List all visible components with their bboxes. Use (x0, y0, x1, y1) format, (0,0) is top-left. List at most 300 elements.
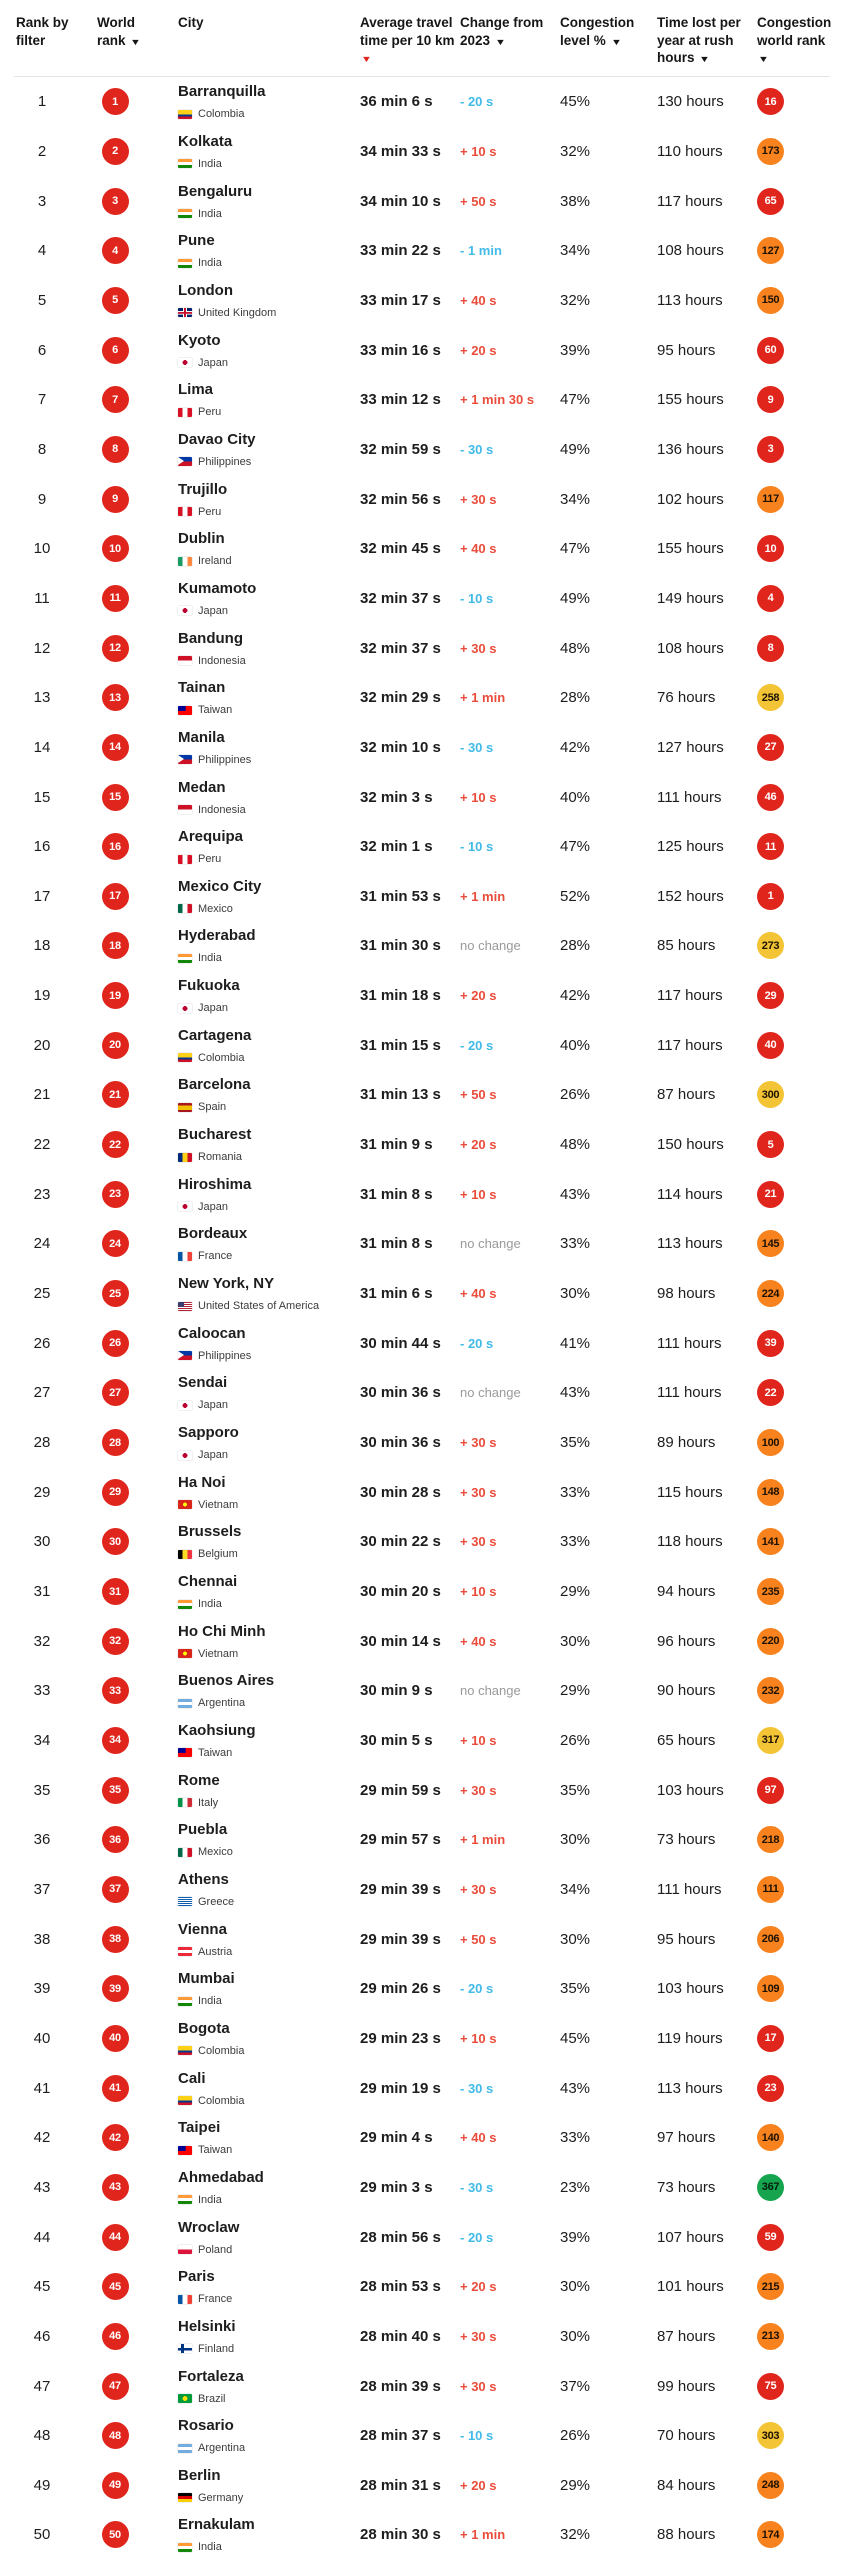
congestion-world-rank-badge: 117 (757, 486, 784, 513)
table-row[interactable] (14, 1865, 830, 1915)
table-row[interactable] (14, 1020, 830, 1070)
rank-by-filter-value: 29 (33, 1483, 51, 1501)
country-flag-icon (178, 2195, 192, 2204)
city-name[interactable]: Medan (178, 778, 226, 796)
avg-travel-time-value: 32 min 10 s (360, 738, 441, 756)
city-name[interactable]: New York, NY (178, 1275, 275, 1293)
congestion-world-rank-badge: 23 (757, 2075, 784, 2102)
change-from-2023-value: + 30 s (460, 2378, 497, 2394)
world-rank-cell (70, 1479, 160, 1506)
table-row[interactable] (14, 1368, 830, 1418)
country-line (178, 1846, 354, 1858)
world-rank-badge: 4 (102, 237, 129, 264)
congestion-level-value: 33% (560, 2129, 591, 2147)
city-cell (160, 481, 354, 518)
rank-by-filter-value: 10 (33, 540, 51, 558)
table-row[interactable] (14, 872, 830, 922)
time-lost-value: 152 hours (657, 887, 724, 905)
country-line (178, 2343, 354, 2355)
change-from-2023-value: no change (460, 1385, 521, 1401)
city-name[interactable]: Arequipa (178, 828, 244, 846)
table-row[interactable] (14, 524, 830, 574)
avg-travel-time-value: 33 min 12 s (360, 391, 441, 409)
congestion-world-rank-cell (744, 1677, 828, 1704)
world-rank-badge: 41 (102, 2075, 129, 2102)
world-rank-cell (70, 1826, 160, 1853)
table-row[interactable] (14, 1467, 830, 1517)
city-name[interactable]: Bandung (178, 629, 243, 647)
table-row[interactable] (14, 2212, 830, 2262)
rank-by-filter-value: 24 (33, 1235, 51, 1253)
city-name[interactable]: Fukuoka (178, 977, 240, 995)
country-line (178, 2194, 354, 2206)
table-row[interactable] (14, 2113, 830, 2163)
table-row[interactable] (14, 375, 830, 425)
country-name: Japan (198, 1002, 228, 1015)
avg-travel-time-value: 36 min 6 s (360, 93, 433, 111)
column-header-label: Average travel time per 10 km (360, 15, 455, 48)
congestion-world-rank-cell (744, 1230, 828, 1257)
world-rank-cell (70, 784, 160, 811)
city-name[interactable]: Ahmedabad (178, 2168, 264, 2186)
avg-travel-time-value: 29 min 39 s (360, 1880, 441, 1898)
city-name[interactable]: Ernakulam (178, 2516, 255, 2534)
city-name[interactable]: Pune (178, 232, 215, 250)
table-row[interactable] (14, 1666, 830, 1716)
congestion-level-value: 45% (560, 2029, 591, 2047)
rank-by-filter-value: 22 (33, 1136, 51, 1154)
table-row[interactable] (14, 2262, 830, 2312)
column-header-congestion-level[interactable] (557, 10, 654, 49)
time-lost-value: 103 hours (657, 1980, 724, 1998)
congestion-world-rank-cell (744, 386, 828, 413)
city-name[interactable]: London (178, 281, 233, 299)
city-name[interactable]: Fortaleza (178, 2367, 244, 2385)
city-name[interactable]: Barcelona (178, 1076, 251, 1094)
table-row[interactable] (14, 2361, 830, 2411)
world-rank-badge: 38 (102, 1926, 129, 1953)
avg-travel-time-value: 34 min 33 s (360, 142, 441, 160)
change-from-2023-value: - 20 s (460, 1335, 494, 1351)
country-flag-icon (178, 1699, 192, 1708)
table-row[interactable] (14, 1070, 830, 1120)
city-cell (160, 1772, 354, 1809)
table-row[interactable] (14, 822, 830, 872)
avg-travel-time-value: 29 min 3 s (360, 2178, 433, 2196)
congestion-world-rank-cell (744, 237, 828, 264)
world-rank-badge: 43 (102, 2174, 129, 2201)
country-flag-icon (178, 1649, 192, 1658)
congestion-level-value: 38% (560, 192, 591, 210)
city-name[interactable]: Puebla (178, 1821, 228, 1839)
rank-by-filter-value: 39 (33, 1980, 51, 1998)
avg-travel-time-value: 33 min 16 s (360, 341, 441, 359)
city-cell (160, 1424, 354, 1461)
time-lost-value: 136 hours (657, 440, 724, 458)
sort-desc-icon[interactable]: ▼ (494, 36, 506, 47)
country-line (178, 1995, 354, 2007)
city-name[interactable]: Wroclaw (178, 2218, 240, 2236)
country-flag-icon (178, 507, 192, 516)
table-row[interactable] (14, 1517, 830, 1567)
table-row[interactable] (14, 772, 830, 822)
table-row[interactable] (14, 2014, 830, 2064)
world-rank-badge: 13 (102, 684, 129, 711)
congestion-world-rank-badge: 75 (757, 2373, 784, 2400)
table-row[interactable] (14, 1318, 830, 1368)
city-name[interactable]: Hiroshima (178, 1175, 252, 1193)
table-row[interactable] (14, 2510, 830, 2560)
city-name[interactable]: Helsinki (178, 2317, 236, 2335)
city-name[interactable]: Berlin (178, 2466, 221, 2484)
table-row[interactable] (14, 574, 830, 624)
world-rank-cell (70, 2273, 160, 2300)
city-name[interactable]: Bengaluru (178, 182, 253, 200)
congestion-world-rank-cell (744, 1379, 828, 1406)
table-row[interactable] (14, 723, 830, 773)
congestion-world-rank-badge: 235 (757, 1578, 784, 1605)
world-rank-badge: 16 (102, 833, 129, 860)
rank-by-filter-value: 41 (33, 2079, 51, 2097)
city-name[interactable]: Rosario (178, 2417, 234, 2435)
city-name[interactable]: Hyderabad (178, 927, 256, 945)
country-line (178, 2492, 354, 2504)
congestion-world-rank-cell (744, 684, 828, 711)
city-name[interactable]: Mexico City (178, 877, 262, 895)
table-row[interactable] (14, 1765, 830, 1815)
table-row[interactable] (14, 971, 830, 1021)
avg-travel-time-value: 31 min 13 s (360, 1086, 441, 1104)
country-name: India (198, 2193, 222, 2206)
country-name: Mexico (198, 902, 233, 915)
city-name[interactable]: Sendai (178, 1374, 228, 1392)
congestion-level-value: 30% (560, 2327, 591, 2345)
sort-desc-icon[interactable]: ▼ (610, 36, 622, 47)
avg-travel-time-value: 29 min 39 s (360, 1930, 441, 1948)
change-from-2023-value: - 10 s (460, 590, 494, 606)
world-rank-cell (70, 337, 160, 364)
congestion-world-rank-badge: 10 (757, 535, 784, 562)
city-name[interactable]: Kumamoto (178, 579, 257, 597)
world-rank-cell (70, 386, 160, 413)
country-line (178, 1002, 354, 1014)
avg-travel-time-value: 31 min 6 s (360, 1285, 433, 1303)
city-name[interactable]: Bucharest (178, 1126, 252, 1144)
city-name[interactable]: Bordeaux (178, 1225, 248, 1243)
world-rank-cell (70, 1379, 160, 1406)
rank-by-filter-value: 33 (33, 1682, 51, 1700)
time-lost-value: 73 hours (657, 1831, 716, 1849)
world-rank-badge: 47 (102, 2373, 129, 2400)
city-name[interactable]: Athens (178, 1870, 229, 1888)
country-line (178, 506, 354, 518)
congestion-world-rank-cell (744, 1975, 828, 2002)
country-name: Belgium (198, 1548, 238, 1561)
city-cell (160, 431, 354, 468)
rank-by-filter-value: 8 (37, 440, 47, 458)
time-lost-value: 113 hours (657, 2079, 723, 2097)
table-row[interactable] (14, 1964, 830, 2014)
avg-travel-time-value: 32 min 37 s (360, 639, 441, 657)
congestion-world-rank-cell (744, 138, 828, 165)
table-row[interactable] (14, 1815, 830, 1865)
table-row[interactable] (14, 474, 830, 524)
rank-by-filter-value: 25 (33, 1285, 51, 1303)
country-name: Indonesia (198, 654, 246, 667)
time-lost-value: 108 hours (657, 242, 724, 260)
country-flag-icon (178, 1997, 192, 2006)
sort-desc-icon[interactable]: ▼ (699, 54, 711, 65)
time-lost-value: 97 hours (657, 2129, 716, 2147)
rank-by-filter-value: 4 (37, 242, 47, 260)
congestion-world-rank-badge: 60 (757, 337, 784, 364)
country-flag-icon (178, 706, 192, 715)
city-cell (160, 2467, 354, 2504)
city-cell (160, 2070, 354, 2107)
city-name[interactable]: Vienna (178, 1920, 227, 1938)
avg-travel-time-value: 32 min 1 s (360, 838, 433, 856)
world-rank-badge: 3 (102, 188, 129, 215)
city-name[interactable]: Dublin (178, 530, 225, 548)
time-lost-value: 111 hours (657, 788, 722, 806)
change-from-2023-value: + 10 s (460, 2030, 497, 2046)
country-flag-icon (178, 358, 192, 367)
rank-by-filter-value: 36 (33, 1831, 51, 1849)
table-row[interactable] (14, 2312, 830, 2362)
table-row[interactable] (14, 1418, 830, 1468)
congestion-world-rank-cell (744, 2323, 828, 2350)
avg-travel-time-value: 30 min 36 s (360, 1434, 441, 1452)
column-header-time-lost[interactable] (654, 10, 744, 67)
table-row[interactable] (14, 1219, 830, 1269)
column-header-avg-travel-time[interactable] (354, 10, 457, 67)
country-name: India (198, 207, 222, 220)
world-rank-badge: 37 (102, 1876, 129, 1903)
table-row[interactable] (14, 2063, 830, 2113)
congestion-level-value: 47% (560, 838, 591, 856)
country-flag-icon (178, 1748, 192, 1757)
city-cell (160, 2268, 354, 2305)
country-line (178, 406, 354, 418)
country-line (178, 952, 354, 964)
country-line (178, 307, 354, 319)
column-header-label: Congestion world rank (757, 15, 832, 48)
city-name[interactable]: Cali (178, 2069, 206, 2087)
table-row[interactable] (14, 1269, 830, 1319)
congestion-world-rank-cell (744, 734, 828, 761)
table-row[interactable] (14, 1169, 830, 1219)
city-name[interactable]: Cartagena (178, 1026, 252, 1044)
world-rank-cell (70, 883, 160, 910)
city-name[interactable]: Paris (178, 2268, 215, 2286)
change-from-2023-value: - 10 s (460, 2428, 494, 2444)
congestion-level-value: 43% (560, 1185, 591, 1203)
world-rank-cell (70, 1578, 160, 1605)
avg-travel-time-value: 30 min 28 s (360, 1483, 441, 1501)
congestion-level-value: 48% (560, 639, 591, 657)
rank-by-filter-value: 1 (37, 93, 47, 111)
city-name[interactable]: Mumbai (178, 1970, 235, 1988)
congestion-world-rank-cell (744, 2224, 828, 2251)
congestion-world-rank-badge: 22 (757, 1379, 784, 1406)
table-row[interactable] (14, 176, 830, 226)
city-name[interactable]: Manila (178, 728, 225, 746)
rank-by-filter-value: 46 (33, 2327, 51, 2345)
city-name[interactable]: Trujillo (178, 480, 228, 498)
congestion-world-rank-badge: 317 (757, 1727, 784, 1754)
city-name[interactable]: Kaohsiung (178, 1721, 256, 1739)
country-flag-icon (178, 1451, 192, 1460)
congestion-world-rank-badge: 9 (757, 386, 784, 413)
country-line (178, 357, 354, 369)
congestion-level-value: 30% (560, 1930, 591, 1948)
country-name: Indonesia (198, 803, 246, 816)
world-rank-cell (70, 2075, 160, 2102)
city-name[interactable]: Sapporo (178, 1424, 239, 1442)
city-cell (160, 1325, 354, 1362)
country-flag-icon (178, 2543, 192, 2552)
table-row[interactable] (14, 1567, 830, 1617)
city-cell (160, 580, 354, 617)
country-line (178, 2393, 354, 2405)
congestion-world-rank-cell (744, 1032, 828, 1059)
table-row[interactable] (14, 425, 830, 475)
table-row[interactable] (14, 2411, 830, 2461)
city-name[interactable]: Bogota (178, 2019, 230, 2037)
city-name[interactable]: Tainan (178, 679, 226, 697)
world-rank-badge: 6 (102, 337, 129, 364)
table-row[interactable] (14, 2163, 830, 2213)
city-name[interactable]: Buenos Aires (178, 1672, 275, 1690)
world-rank-cell (70, 2323, 160, 2350)
rank-by-filter-value: 45 (33, 2278, 51, 2296)
country-name: Philippines (198, 753, 252, 766)
world-rank-badge: 49 (102, 2472, 129, 2499)
congestion-world-rank-badge: 46 (757, 784, 784, 811)
sort-desc-icon-active[interactable]: ▼ (360, 54, 373, 65)
sort-desc-icon[interactable]: ▼ (757, 54, 770, 65)
column-header-world-rank[interactable] (70, 10, 160, 49)
table-row[interactable] (14, 77, 830, 127)
avg-travel-time-value: 33 min 22 s (360, 242, 441, 260)
country-flag-icon (178, 2344, 192, 2353)
time-lost-value: 87 hours (657, 2327, 716, 2345)
world-rank-badge: 40 (102, 2025, 129, 2052)
table-row[interactable] (14, 1914, 830, 1964)
time-lost-value: 117 hours (657, 1036, 723, 1054)
city-cell (160, 2417, 354, 2454)
rank-by-filter-value: 5 (37, 291, 47, 309)
table-row[interactable] (14, 623, 830, 673)
city-name[interactable]: Lima (178, 381, 214, 399)
congestion-level-value: 28% (560, 689, 591, 707)
avg-travel-time-value: 28 min 39 s (360, 2377, 441, 2395)
country-flag-icon (178, 259, 192, 268)
avg-travel-time-value: 30 min 22 s (360, 1533, 441, 1551)
congestion-world-rank-cell (744, 436, 828, 463)
time-lost-value: 95 hours (657, 1930, 716, 1948)
sort-desc-icon[interactable]: ▼ (130, 36, 142, 47)
country-flag-icon (178, 1798, 192, 1807)
table-row[interactable] (14, 276, 830, 326)
city-name[interactable]: Rome (178, 1771, 220, 1789)
avg-travel-time-value: 31 min 9 s (360, 1136, 433, 1154)
city-name[interactable]: Davao City (178, 430, 256, 448)
table-row[interactable] (14, 325, 830, 375)
column-header-change-from-2023[interactable] (457, 10, 557, 49)
table-row[interactable] (14, 1716, 830, 1766)
table-row[interactable] (14, 673, 830, 723)
table-row[interactable] (14, 2461, 830, 2511)
table-row[interactable] (14, 226, 830, 276)
city-name[interactable]: Caloocan (178, 1324, 246, 1342)
city-name[interactable]: Ha Noi (178, 1473, 226, 1491)
change-from-2023-value: - 30 s (460, 2179, 494, 2195)
avg-travel-time-value: 31 min 18 s (360, 987, 441, 1005)
city-name[interactable]: Taipei (178, 2119, 221, 2137)
country-flag-icon (178, 2493, 192, 2502)
congestion-level-value: 23% (560, 2178, 591, 2196)
country-name: Japan (198, 1200, 228, 1213)
avg-travel-time-value: 32 min 59 s (360, 440, 441, 458)
change-from-2023-value: - 30 s (460, 2080, 494, 2096)
world-rank-cell (70, 535, 160, 562)
city-cell (160, 1821, 354, 1858)
congestion-world-rank-cell (744, 2472, 828, 2499)
avg-travel-time-value: 31 min 15 s (360, 1036, 441, 1054)
congestion-level-value: 32% (560, 2526, 591, 2544)
city-name[interactable]: Kolkata (178, 132, 233, 150)
avg-travel-time-value: 28 min 56 s (360, 2228, 441, 2246)
country-name: Peru (198, 406, 222, 419)
table-row[interactable] (14, 1120, 830, 1170)
time-lost-value: 117 hours (657, 192, 723, 210)
world-rank-cell (70, 982, 160, 1009)
time-lost-value: 107 hours (657, 2228, 724, 2246)
city-name[interactable]: Kyoto (178, 331, 221, 349)
rank-by-filter-value: 2 (37, 142, 47, 160)
column-header-congestion-world-rank[interactable] (744, 10, 832, 67)
country-line (178, 1449, 354, 1461)
congestion-world-rank-cell (744, 2174, 828, 2201)
city-name[interactable]: Ho Chi Minh (178, 1622, 266, 1640)
congestion-world-rank-cell (744, 1429, 828, 1456)
change-from-2023-value: + 50 s (460, 193, 497, 209)
column-header-label: World rank (97, 15, 135, 48)
change-from-2023-value: + 30 s (460, 1435, 497, 1451)
world-rank-cell (70, 1975, 160, 2002)
table-body (14, 77, 830, 2560)
city-name[interactable]: Brussels (178, 1523, 242, 1541)
country-flag-icon (178, 1550, 192, 1559)
avg-travel-time-value: 30 min 5 s (360, 1731, 433, 1749)
table-row[interactable] (14, 127, 830, 177)
city-name[interactable]: Chennai (178, 1573, 238, 1591)
congestion-level-value: 52% (560, 887, 591, 905)
country-name: India (198, 157, 222, 170)
change-from-2023-value: + 30 s (460, 640, 497, 656)
change-from-2023-value: - 30 s (460, 441, 494, 457)
congestion-level-value: 26% (560, 1731, 591, 1749)
world-rank-badge: 36 (102, 1826, 129, 1853)
table-row[interactable] (14, 921, 830, 971)
country-flag-icon (178, 1600, 192, 1609)
country-line (178, 1300, 354, 1312)
table-row[interactable] (14, 1616, 830, 1666)
time-lost-value: 115 hours (657, 1483, 723, 1501)
city-name[interactable]: Barranquilla (178, 83, 266, 101)
rank-by-filter-value: 9 (37, 490, 47, 508)
